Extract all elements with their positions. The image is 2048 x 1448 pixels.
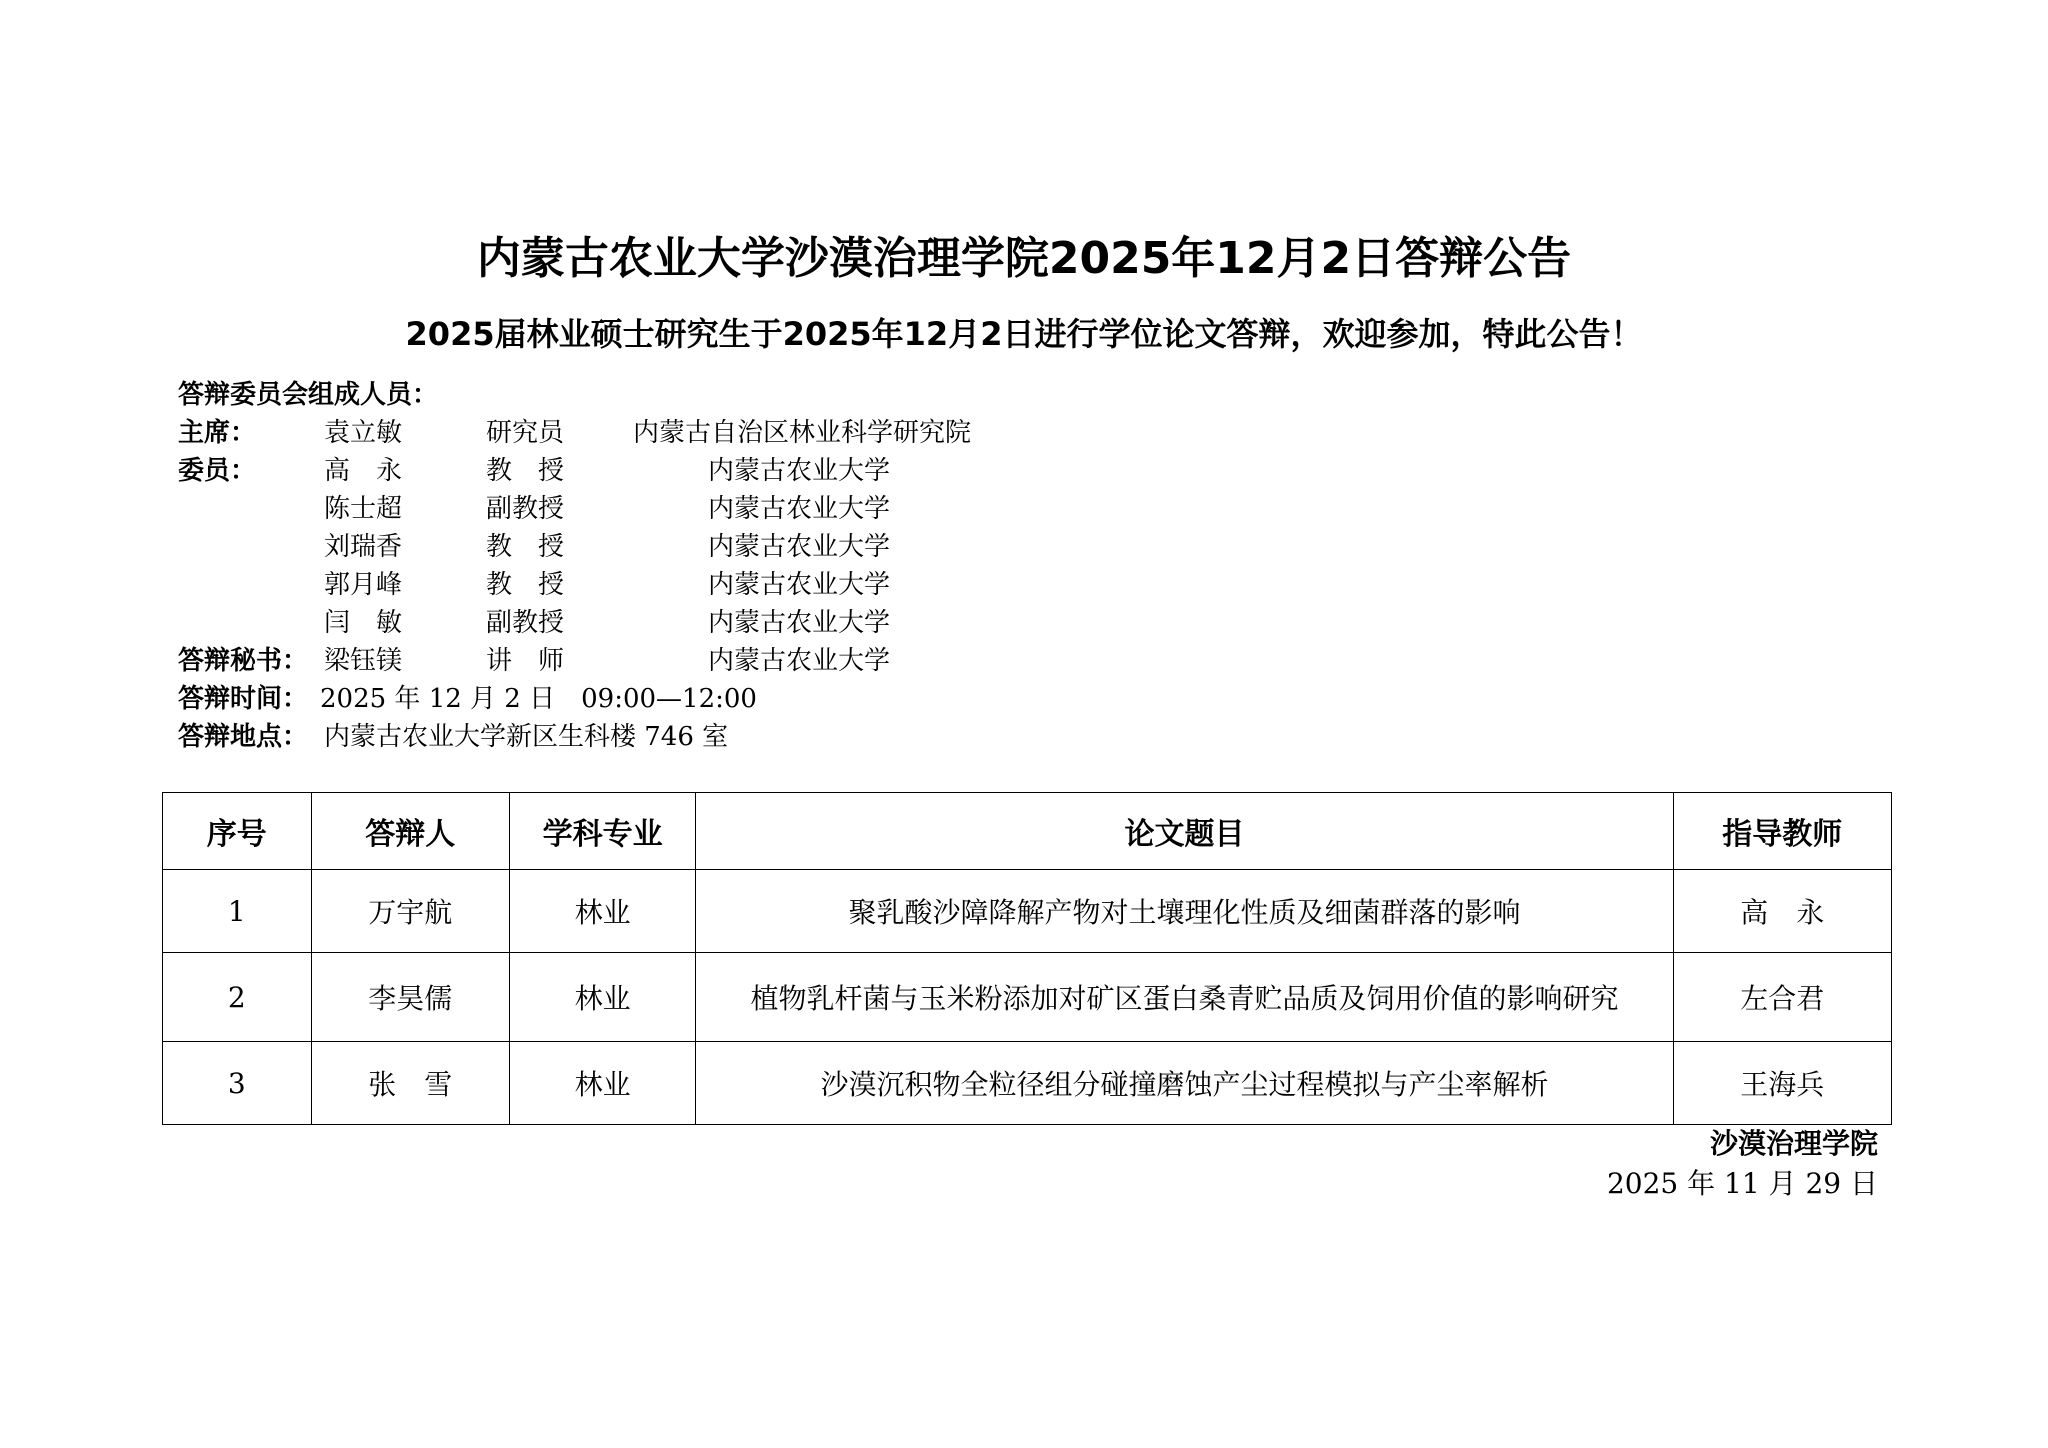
- chair-row: [178, 414, 1578, 452]
- member-org: 内蒙古农业大学: [708, 570, 891, 600]
- cell-major: 林业: [509, 1042, 695, 1125]
- secretary-name: 梁钰镁: [324, 646, 403, 676]
- committee-heading: 答辩委员会组成人员：: [178, 380, 439, 410]
- table-row: [163, 870, 1892, 953]
- signature-date: 2025 年 11 月 29 日: [1606, 1167, 1878, 1200]
- secretary-row: [178, 642, 1578, 680]
- secretary-label: 答辩秘书：: [178, 646, 309, 676]
- member-name: 刘瑞香: [324, 532, 403, 562]
- member-title: 副教授: [486, 608, 565, 638]
- chair-label: 主席：: [178, 418, 257, 448]
- time-row: [178, 680, 1578, 718]
- cell-advisor: 王海兵: [1673, 1042, 1891, 1125]
- header-advisor: 指导教师: [1673, 793, 1891, 870]
- cell-major: 林业: [509, 953, 695, 1042]
- table-row: [163, 953, 1892, 1042]
- committee-info: [178, 376, 1578, 756]
- member-org: 内蒙古农业大学: [708, 456, 891, 486]
- cell-major: 林业: [509, 870, 695, 953]
- cell-candidate: 万宇航: [311, 870, 509, 953]
- table-row: [163, 1042, 1892, 1125]
- member-name: 闫 敏: [324, 608, 403, 638]
- cell-advisor: 左合君: [1673, 953, 1891, 1042]
- header-seq: 序号: [163, 793, 312, 870]
- time-label: 答辩时间：: [178, 684, 309, 714]
- defense-time: 2025 年 12 月 2 日 09:00—12:00: [320, 684, 757, 714]
- member-name: 郭月峰: [324, 570, 403, 600]
- member-name: 高 永: [324, 456, 403, 486]
- place-label: 答辩地点：: [178, 722, 309, 752]
- member-row: [178, 528, 1578, 566]
- member-org: 内蒙古农业大学: [708, 608, 891, 638]
- cell-advisor: 高 永: [1673, 870, 1891, 953]
- member-org: 内蒙古农业大学: [708, 494, 891, 524]
- member-org: 内蒙古农业大学: [708, 532, 891, 562]
- member-row: [178, 604, 1578, 642]
- member-title: 副教授: [486, 494, 565, 524]
- defense-schedule-table: [162, 792, 1892, 1125]
- table-header-row: [163, 793, 1892, 870]
- member-title: 教 授: [486, 570, 565, 600]
- cell-thesis: 聚乳酸沙障降解产物对土壤理化性质及细菌群落的影响: [696, 870, 1673, 953]
- place-row: [178, 718, 1578, 756]
- header-thesis: 论文题目: [696, 793, 1673, 870]
- cell-thesis: 植物乳杆菌与玉米粉添加对矿区蛋白桑青贮品质及饲用价值的影响研究: [696, 953, 1673, 1042]
- announcement-subtitle: 2025届林业硕士研究生于2025年12月2日进行学位论文答辩，欢迎参加，特此公告！: [405, 315, 1643, 353]
- chair-org: 内蒙古自治区林业科学研究院: [633, 418, 972, 448]
- header-candidate: 答辩人: [311, 793, 509, 870]
- members-label: 委员：: [178, 456, 257, 486]
- cell-thesis: 沙漠沉积物全粒径组分碰撞磨蚀产尘过程模拟与产尘率解析: [696, 1042, 1673, 1125]
- header-major: 学科专业: [509, 793, 695, 870]
- secretary-org: 内蒙古农业大学: [708, 646, 891, 676]
- chair-name: 袁立敏: [324, 418, 403, 448]
- member-title: 教 授: [486, 532, 565, 562]
- cell-candidate: 张 雪: [311, 1042, 509, 1125]
- cell-seq: 2: [163, 953, 312, 1042]
- committee-heading-row: [178, 376, 1578, 414]
- member-row: [178, 566, 1578, 604]
- cell-seq: 1: [163, 870, 312, 953]
- cell-candidate: 李昊儒: [311, 953, 509, 1042]
- secretary-title: 讲 师: [486, 646, 565, 676]
- member-row: [178, 452, 1578, 490]
- signature-org: 沙漠治理学院: [1709, 1127, 1878, 1160]
- page-title: 内蒙古农业大学沙漠治理学院2025年12月2日答辩公告: [476, 233, 1572, 284]
- member-row: [178, 490, 1578, 528]
- defense-place: 内蒙古农业大学新区生科楼 746 室: [324, 722, 729, 752]
- member-title: 教 授: [486, 456, 565, 486]
- chair-title: 研究员: [486, 418, 565, 448]
- member-name: 陈士超: [324, 494, 403, 524]
- cell-seq: 3: [163, 1042, 312, 1125]
